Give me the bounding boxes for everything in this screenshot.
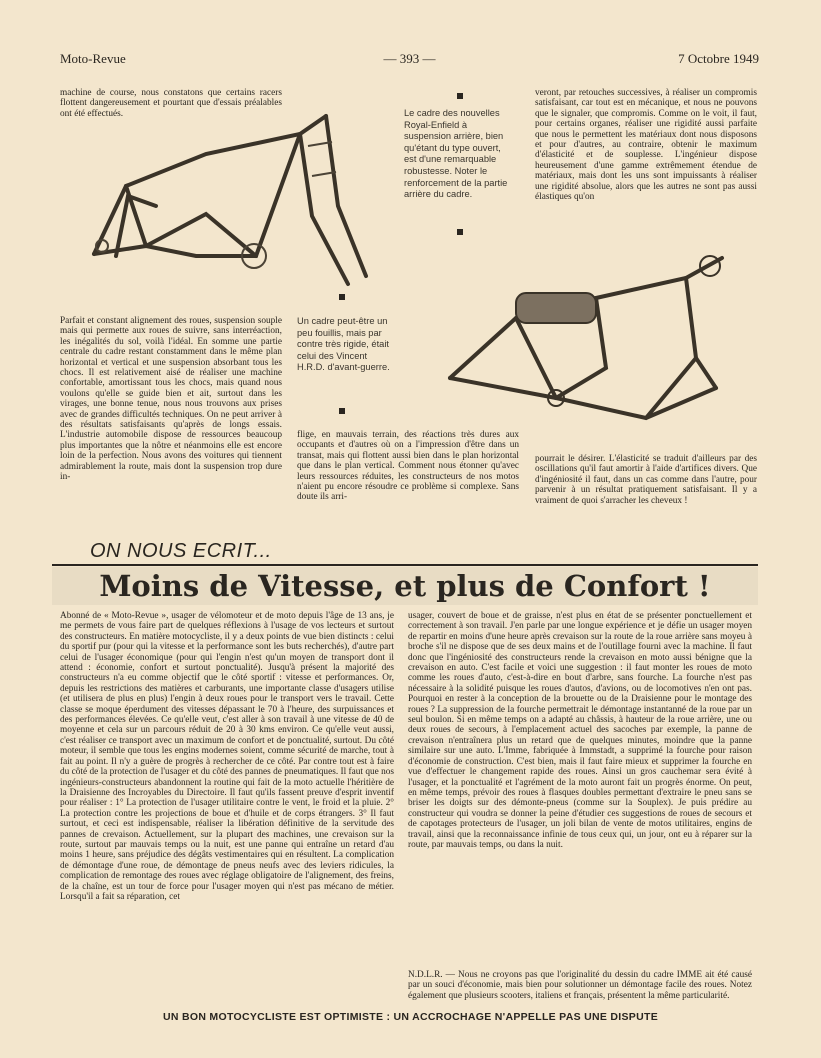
caption-bullet [457,93,463,99]
letter-title: Moins de Vitesse, et plus de Confort ! [52,567,758,605]
letters-section-banner [52,534,758,608]
section-kicker: ON NOUS ECRIT... [90,540,272,562]
page-header [60,51,759,71]
article-middle-left-column: Parfait et constant alignement des roues, suspension souple mais qui permette aux roues de suivre, sans interréaction, les inégalités du sol, voilà l'idéal. En somme une partie centrale du cadre restant constamment dans le même plan horizontal et vertical et une suspension absorbant tous les chocs. Il est relativement aisé de réaliser une machine confortable, amortissant tous les chocs, mais quand nous voulons qu'elle se guide bien et ait, surtout dans les virages, une bonne tenue, nous nous trouvons aux prises avec de grandes difficultés techniques. On ne peut arriver à des résultats satisfaisants qu'après de longs essais. L'industrie automobile dispose de ressources beaucoup plus importantes que la nôtre et néanmoins elle est encore loin de la perfection. Nous avons des voitures qui tiennent admirablement la route, mais dont la suspension trop dure in- [60,316,282,483]
letter-left-column: Abonné de « Moto-Revue », usager de vélomoteur et de moto depuis l'âge de 13 ans, je me permets de vous faire part de quelques réflexions à l'usage de vos lecteurs et surtout des constructeurs. En matière motocycliste, il y a deux points de vue bien distincts : celui du sportif pur (pour qui la vitesse et la performance sont les buts recherchés), d'autre part celui de l'usager économique (pour qui l'engin n'est qu'un moyen de transport dont il attend : économie, confort et surtout ponctualité). Jusqu'à présent la majorité des constructeurs n'a eu comme objectif que le côté sportif : vitesse et performances. Or, depuis les restrictions des matières et carburants, une importante classe d'usagers utilise (et utilisera de plus en plus) l'engin à deux roues pour le transport vers le travail. Cette classe se moque éperdument des vitesses dépassant le 70 à l'heure, des surpuissances et des performances élevées. Ce qu'elle veut, c'est aller à son travail à une vitesse de 40 de moyenne et cela sur un parcours réduit de 20 à 30 kms environ. Ce qu'elle veut aussi, c'est réaliser ce transport avec un maximum de confort et de ponctualité, surtout. Du côté moteur, il semble que tous les engins modernes soient, comme sécurité de marche, tout à fait au point. Il n'y a guère de progrès à rechercher de ce côté. Par contre tout est à faire du côté de la protection de l'usager et du côté des pannes de pneumatiques. Il faut que nos ingénieurs-constructeurs abandonnent la routine qui fait de la moto actuelle l'héritière de la Draisienne des Incroyables du Directoire. Il faut qu'ils fassent preuve d'esprit inventif pour réaliser : 1° La protection de l'usager utilitaire contre le vent, le froid et la pluie. 2° La protection contre les projections de boue et d'huile et de corps étrangers. 3° Il faut surtout, et ceci est indispensable, réaliser la libération définitive de la servitude des pannes de crevaison. Actuellement, sur la plupart des machines, une crevaison sur la route, surtout par mauvais temps ou la nuit, est une panne qui entraîne un retard d'au moins 1 heure, sans préjudice des dégâts vestimentaires qui en résultent. La complication de démontage d'une roue, de démontage de pneus neufs avec des leviers ridicules, la complication de remontage des roues avec réglage obligatoire de l'alignement, des freins, de la chaîne, est un tour de force pour l'usager moyen qui n'est pas mécano de métier. Lorsqu'il a fait sa réparation, cet [60,611,394,902]
letter-right-column: usager, couvert de boue et de graisse, n'est plus en état de se présenter ponctuellement et correctement à son travail. J'en parle par une longue expérience et je défie un usager moyen de repartir en moins d'une heure après crevaison sur la route de la roue arrière sans moyeu à broche s'il ne dispose que de ses deux mains et de l'outillage fourni avec la machine. Il faut donc que l'ingéniosité des constructeurs rende la crevaison en moto aussi bénigne que la crevaison en auto. C'est facile et voici une suggestion : il faut monter les roues de moto comme les roues d'auto, c'est-à-dire en bout d'arbre, sans fourche. La fourche n'est pas nécessaire à la solidité puisque les roues d'autos, d'avions, ou de locomotives n'en ont pas. Pourquoi en rester à la conception de la brouette ou de la Draisienne pour le montage des roues ? La suppression de la fourche permettrait le démontage instantanné de la roue par un seul boulon. Si en même temps on a adapté au châssis, à hauteur de la roue arrière, une ou deux roues de secours, à l'emplacement actuel des sacoches par exemple, la panne de crevaison n'entraînera plus un retard que de quelques minutes, moindre que la panne similaire sur une auto. L'Imme, fabriquée à Immstadt, a supprimé la fourche pour raison d'économie de construction. C'est bien, mais il faut faire mieux et supprimer la fourche en vue d'effectuer le changement rapide des roues. Ainsi un gros cauchemar sera évité à l'usager, et la ponctualité et l'agrément de la moto auront fait un progrès énorme. On peut, en même temps, prévoir des roues à flasques doubles permettant d'extraire le pneu sans se briser les doigts sur des démonte-pneus (comme sur la Souplex). Je puis prédire au constructeur qui voudra se donner la peine d'étudier ces suggestions de roues de secours et de capotages protecteurs de l'usager, un joli bilan de vente de motos utilitaires, engins de travail, ainsi que la reconnaissance infinie de tous ceux qui, un jour, ont eu à réparer sur la route, par mauvais temps, ou dans la nuit. [408,611,752,850]
banner-top-rule [52,564,758,566]
royal-enfield-frame-illustration [86,106,398,296]
page-footer-slogan: UN BON MOTOCYCLISTE EST OPTIMISTE : UN ACCROCHAGE N'APPELLE PAS UNE DISPUTE [163,1011,658,1023]
issue-date: 7 Octobre 1949 [678,51,759,66]
article-middle-center-column: flige, en mauvais terrain, des réactions très dures aux occupants et d'autres où on a l'impression d'être dans un transat, mais qui flottent aussi bien dans le plan horizontal que dans le plan vertical. Comment nous étonner qu'avec leurs ressources réduites, les constructeurs de nos motos n'aient pu encore résoudre ce problème si complexe. Sans doute ils arri- [297,430,519,503]
page-number: — 393 — [383,51,436,66]
article-right-column-top: veront, par retouches successives, à réaliser un compromis satisfaisant, car tout est en mécanique, et nous ne pouvons que le signaler, que compromis. Comme on le voit, il faut, pour certains organes, réaliser une rigidité aussi parfaite que nous le permettent les matériaux dont nous disposons et pour d'autres, au contraire, obtenir le maximum d'élasticité et de souplesse. L'ingénieur dispose heureusement d'une gamme extrêmement étendue de matériaux, mais dont les uns sont impuissants à réaliser une rigidité absolue, alors que les autres ne sont pas aussi élastiques qu'on [535,88,757,203]
caption-royal-enfield: Le cadre des nouvelles Royal-Enfield à suspension arrière, bien qu'étant du type ouvert, est d'une remarquable robustesse. Noter le renforcement de la partie arrière du cadre. [404,108,508,200]
caption-bullet [339,408,345,414]
caption-vincent-hrd: Un cadre peut-être un peu fouillis, mais par contre très rigide, était celui des Vincent H.R.D. d'avant-guerre. [297,316,390,373]
article-continuation-top: machine de course, nous constatons que certains racers flottent dangereusement et pourtant que d'essais préalables ont été effectués. [60,88,282,119]
magazine-name: Moto-Revue [60,51,126,66]
editor-note: N.D.L.R. — Nous ne croyons pas que l'originalité du dessin du cadre IMME ait été causé par un souci d'économie, mais bien pour solutionner un démontage facile des roues. Notez également que plusieurs scooters, italiens et français, présentent la même particularité. [408,970,752,1001]
caption-bullet [457,229,463,235]
caption-bullet [339,294,345,300]
vincent-hrd-frame-illustration [446,238,736,444]
article-middle-right-column: pourrait le désirer. L'élasticité se traduit d'ailleurs par des oscillations qu'il faut amortir à l'aide d'artifices divers. Que d'ingéniosité il faut, dans un cas comme dans l'autre, pour parvenir à un résultat pratiquement satisfaisant. Il y a vraiment de quoi s'arracher les cheveux ! [535,454,757,506]
